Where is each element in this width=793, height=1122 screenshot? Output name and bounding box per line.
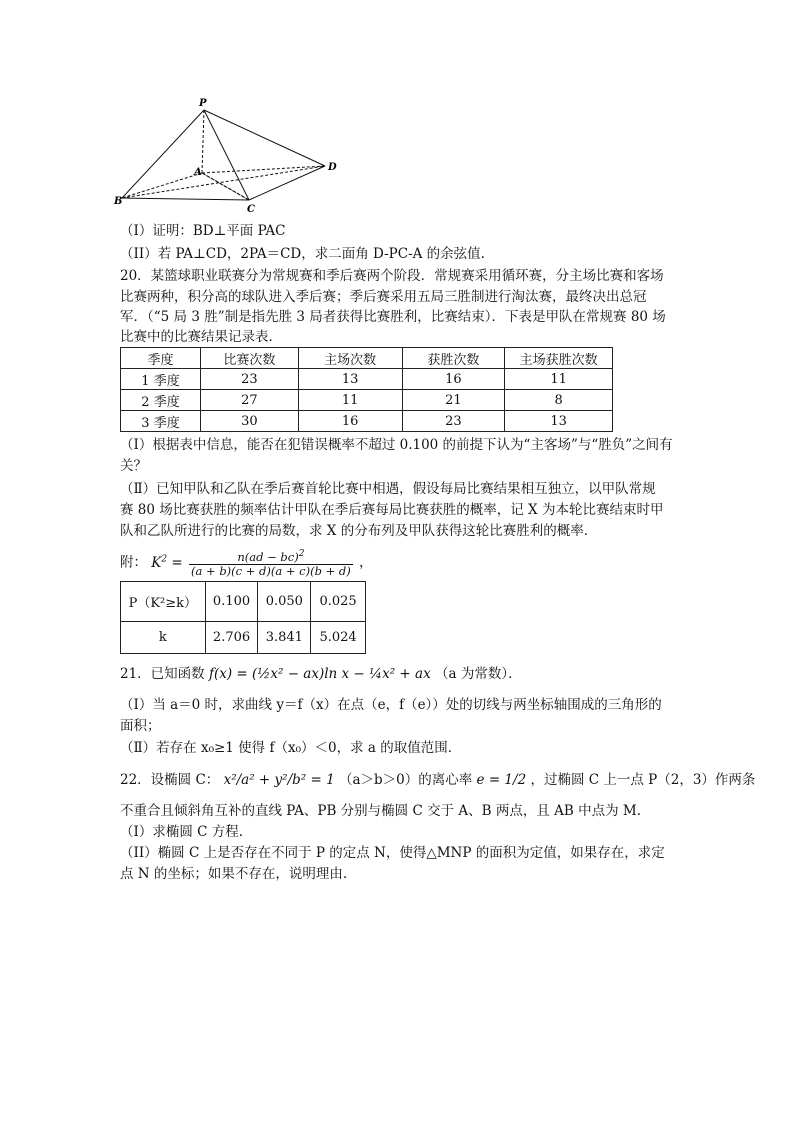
table-cell: 3 季度 (121, 411, 201, 432)
table-cell: 30 (201, 411, 299, 432)
vertex-label-p: P (199, 98, 207, 109)
ellipse-equation: x²/a² + y²/b² = 1 (223, 772, 335, 788)
pyramid-figure (112, 96, 352, 216)
table-cell: 23 (201, 369, 299, 390)
table-cell: 16 (298, 411, 402, 432)
eccentricity: e = 1/2 (476, 772, 527, 788)
table-cell: 0.100 (205, 582, 258, 622)
table-cell: 0.025 (311, 582, 366, 622)
q20-part2-line1: （Ⅱ）已知甲队和乙队在季后赛首轮比赛中相遇，假设每局比赛结果相互独立，以甲队常规 (120, 481, 656, 497)
vertex-label-d: D (328, 162, 337, 173)
table-cell: 2 季度 (121, 390, 201, 411)
table-header: 主场获胜次数 (505, 348, 613, 369)
table-cell: 11 (298, 390, 402, 411)
q21-intro: 21．已知函数 f(x) = (½x² − ax)ln x − ¼x² + ax （a 为常数）． (120, 666, 522, 682)
q21-function: f(x) = (½x² − ax)ln x − ¼x² + ax (208, 666, 431, 682)
critical-value-table (120, 581, 366, 654)
q22-line2: 不重合且倾斜角互补的直线 PA、PB 分别与椭圆 C 交于 A、B 两点，且 AB 中点为 M. (120, 803, 642, 819)
table-header: 主场次数 (298, 348, 402, 369)
q22-part1: （I）求椭圆 C 方程. (120, 824, 244, 840)
q20-part1-line1: （I）根据表中信息，能否在犯错误概率不超过 0.100 的前提下认为“主客场”与“胜负”之间有 (120, 437, 673, 453)
q19-part2: （II）若 PA⊥CD，2PA＝CD，求二面角 D-PC-A 的余弦值. (120, 246, 485, 262)
table-cell: 16 (402, 369, 505, 390)
table-header: 比赛次数 (201, 348, 299, 369)
table-cell: 0.050 (258, 582, 311, 622)
q21-part1-line2: 面积； (120, 718, 161, 734)
q20-part2-line2: 赛 80 场比赛获胜的频率估计甲队在季后赛每局比赛获胜的概率，记 X 为本轮比赛结束时甲 (120, 502, 664, 518)
q22-intro: 22．设椭圆 C： x²/a² + y²/b² = 1 （a＞b＞0）的离心率 e = 1/2 ，过椭圆 C 上一点 P（2，3）作两条 (120, 772, 756, 788)
q20-line4: 比赛中的比赛结果记录表． (120, 329, 282, 345)
vertex-label-b: B (114, 196, 123, 207)
table-cell: 13 (298, 369, 402, 390)
appendix-formula: 附： $K^2$ = $\frac{n(ad - bc)^2}{(a + b)(c + d)(a + c)(b + d)}$ ， (120, 549, 373, 578)
table-cell: 21 (402, 390, 505, 411)
table-cell: 8 (505, 390, 613, 411)
q19-part1: （I）证明：BD⊥平面 PAC (120, 223, 286, 239)
table-cell: 1 季度 (121, 369, 201, 390)
table-header: P（K²≥k） (121, 582, 206, 622)
q22-part2-line2: 点 N 的坐标；如果不存在，说明理由. (120, 866, 348, 882)
vertex-label-a: A (194, 167, 202, 178)
table-cell: 27 (201, 390, 299, 411)
table-cell: 23 (402, 411, 505, 432)
table-header: k (121, 622, 206, 654)
q20-part1-line2: 关？ (120, 458, 147, 474)
q20-part2-line3: 队和乙队所进行的比赛的局数，求 X 的分布列及甲队获得这轮比赛胜利的概率． (120, 523, 598, 539)
table-row (121, 390, 613, 411)
table-cell: 11 (505, 369, 613, 390)
q20-line2: 比赛两种，积分高的球队进入季后赛；季后赛采用五局三胜制进行淘汰赛，最终决出总冠 (120, 289, 647, 305)
season-table (120, 347, 613, 432)
table-cell: 3.841 (258, 622, 311, 654)
q21-part1-line1: （I）当 a＝0 时，求曲线 y＝f（x）在点（e，f（e））处的切线与两坐标轴围成的三角形的 (120, 697, 662, 713)
k-squared-symbol: $K^2$ = (151, 554, 188, 571)
table-cell: 5.024 (311, 622, 366, 654)
q22-part2-line1: （II）椭圆 C 上是否存在不同于 P 的定点 N，使得△MNP 的面积为定值，如果存在，求定 (120, 845, 665, 861)
q20-line1: 20．某篮球职业联赛分为常规赛和季后赛两个阶段．常规赛采用循环赛，分主场比赛和客场 (120, 268, 664, 284)
table-cell: 13 (505, 411, 613, 432)
vertex-label-c: C (247, 204, 255, 215)
appendix-label: 附： (120, 554, 147, 571)
table-row (121, 369, 613, 390)
k-squared-fraction: $\frac{n(ad - bc)^2}{(a + b)(c + d)(a + c)(b + d)}$ (191, 549, 351, 578)
table-header: 获胜次数 (402, 348, 505, 369)
table-header: 季度 (121, 348, 201, 369)
table-row (121, 411, 613, 432)
q20-line3: 军．（“5 局 3 胜”制是指先胜 3 局者获得比赛胜利，比赛结束）．下表是甲队在常规赛 80 场 (120, 309, 666, 325)
table-cell: 2.706 (205, 622, 258, 654)
q21-part2: （Ⅱ）若存在 x₀≥1 使得 f（x₀）＜0，求 a 的取值范围． (120, 740, 462, 756)
